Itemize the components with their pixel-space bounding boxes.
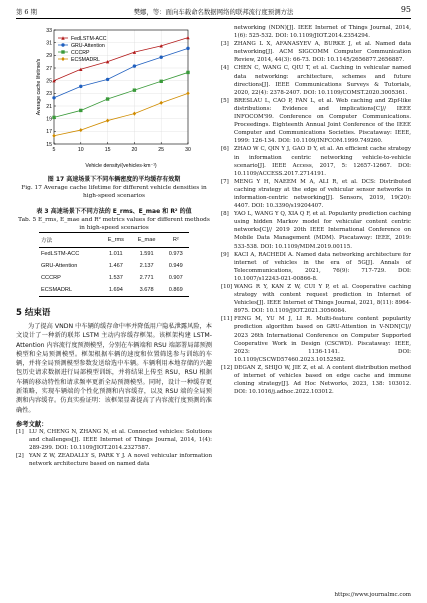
reference-text: networking (NDN)[J]. IEEE Internet of Things Journal, 2014, 1(6): 525-532. DOI: 10.1109/JIOT.2014.2354294. — [234, 25, 411, 40]
references-title: 参考文献： — [16, 420, 48, 428]
data-point — [186, 47, 189, 50]
data-point — [186, 71, 189, 74]
reference-item — [16, 452, 212, 468]
data-point — [186, 91, 189, 95]
data-point — [79, 128, 82, 132]
data-point — [106, 118, 109, 122]
reference-item — [221, 24, 411, 40]
data-point — [133, 64, 136, 67]
conclusion-paragraph: 为了提高 VNDN 中车辆的缓存命中率并降低用户隐私泄露风险，本文设计了一种新的联邦 LSTM 主动内容缓存框架。该框架构建 LSTM-Attention 内容流行度预测模型，分别在车辆端和 RSU 端部署局部预测模型和全局预测模型。框架根据车辆的速度和位置筛选参与训练的车辆，并将全局预测模型参数发送给选中车辆。车辆利用本地存储的兴趣包历史请求数据进行局部模型训练，并将结果上传至 RSU，RSU 根据车辆的移动特性和请求频率更新全局预测模型。同时，设计一种缓存更新策略，实现车辆端的个性化预测和内容缓存，以及 RSU 端的全局预测和内容缓存。仿真实验证明：该框架显著提高了内容流行度预测的准确性。 — [16, 323, 212, 414]
y-tick-label: 25 — [46, 78, 52, 85]
reference-text: YAO L, WANG Y Q, XIA Q F, et al. Popularity prediction caching using hidden Markov model for vehicular content centric networks[C]// 2019 20th IEEE International Conference on Mobile Data Management (MDM). Piscataway: IEEE, 2019: 533-538. DOI: 10.1109/MDM.2019.00115. — [234, 211, 411, 250]
reference-text: LU N, CHENG N, ZHANG N, et al. Connected vehicles: Solutions and challenges[J]. IEEE Internet of Things Journal, 2014, 1(4): 289-299. DOI: 10.1109/JIOT.2014.2327587. — [29, 428, 212, 452]
table-cell: CCCRP — [41, 275, 61, 281]
reference-text: FENG M, YU M J, LI R. Multi-feature content popularity prediction algorithm based on GRU-Attention in V-NDN[C]// 2023 26th International Conference on Computer Supported Cooperative Work in Design (CSCWD). Piscataway: IEEE, 2023: 1136-1141. DOI: 10.1109/CSCWD57460.2023.10152582. — [234, 316, 411, 363]
table-cell: 0.869 — [163, 284, 189, 297]
table-row — [39, 260, 189, 272]
reference-item — [221, 40, 411, 64]
reference-item — [221, 364, 411, 396]
table-caption-en: Tab. 5 E_rms, E_mae and R² metrics values for different methods in high-speed scenarios — [18, 217, 210, 231]
reference-number: [1] — [16, 428, 24, 435]
legend-marker — [61, 43, 64, 46]
right-column — [221, 24, 411, 396]
reference-text: ZHAO W C, QIN Y J, GAO D Y, et al. An efficient cache strategy in information centric networking vehicle-to-vehicle scenario[J]. IEEE Access, 2017, 5: 12657-12667. DOI: 10.1109/ACCESS.2017.2714191. — [234, 146, 411, 177]
reference-number: [4] — [221, 65, 229, 72]
data-point — [160, 101, 163, 105]
y-axis-label: Average cache lifetime/s — [36, 58, 42, 116]
table-cell: 2.771 — [139, 275, 154, 281]
reference-number: [2] — [16, 453, 24, 460]
y-tick-label: 27 — [46, 65, 52, 72]
x-tick-label: 10 — [77, 147, 84, 153]
y-tick-label: 33 — [46, 27, 52, 34]
reference-text: KACI A, RACHEDI A. Named data networking architecture for internet of vehicles in the era of 5G[J]. Annals of Telecommunications, 2021, 76(9): 717-729. DOI: 10.1007/s12243-021-00866-8. — [234, 251, 411, 282]
x-tick-label: 15 — [104, 147, 111, 153]
reference-item — [221, 283, 411, 315]
y-tick-label: 21 — [46, 103, 52, 110]
reference-number — [221, 24, 234, 40]
running-header — [16, 6, 411, 18]
data-point — [106, 97, 109, 100]
reference-number: [12] — [221, 364, 233, 371]
reference-text: CHEN C, WANG C, QIU T, et al. Caching in vehicular named data networking: architecture, schemes and future directions[J]. IEEE Communications Surveys & Tutorials, 2020, 22(4): 2378-2407. DOI: 10.1109/COMST.2020.3005361. — [234, 65, 411, 96]
reference-item — [221, 210, 411, 250]
table-cell: 1.537 — [108, 275, 123, 281]
reference-text: ZHANG L X, AFANASYEV A, BURKE J, et al. Named data networking[J]. ACM SIGCOMM Computer Communication Review, 2014, 44(3): 66-73. DOI: 10.1145/2656877.2656887. — [234, 41, 411, 64]
table-cell: 3.678 — [131, 284, 163, 297]
y-tick-label: 19 — [46, 116, 52, 123]
reference-item — [221, 178, 411, 210]
data-point — [160, 80, 163, 83]
issue-label: 第 6 期 — [16, 8, 37, 16]
data-point — [52, 134, 55, 138]
reference-number: [10] — [221, 284, 233, 290]
table-cell: FedLSTM-ACC — [41, 251, 80, 257]
reference-item — [221, 251, 411, 283]
left-column — [16, 24, 212, 468]
table-row — [39, 272, 189, 284]
data-point — [160, 56, 163, 59]
reference-number: [6] — [221, 146, 229, 153]
y-tick-label: 15 — [46, 141, 52, 148]
legend-label: FedLSTM-ACC — [71, 35, 107, 42]
table-header-cell: 方法 — [39, 233, 101, 248]
table-header-cell: R² — [163, 233, 189, 248]
reference-number: [5] — [221, 97, 229, 104]
running-title: 樊娜，等：面向车载命名数据网络的联邦流行度预测方法 — [133, 8, 294, 16]
table-cell: 1.694 — [101, 284, 131, 297]
reference-text: MENG Y H, NAEEM M A, ALI R, et al. DCS: Distributed caching strategy at the edge of vehicular sensor networks in information-centric networking[J]. Sensors, 2019, 19(20): 4407. DOI: 10.3390/s19204407. — [234, 178, 411, 210]
chart-legend — [58, 36, 107, 63]
table-cell: 1.011 — [109, 251, 123, 257]
table-header-cell: E_mae — [131, 233, 163, 248]
table-caption-zh: 表 3 高速场景下不同方法的 E_rms、E_mae 和 R² 的值 — [36, 208, 192, 215]
table-cell: 0.949 — [168, 263, 183, 269]
references-list-right — [221, 24, 411, 396]
legend-label: CCCRP — [71, 49, 90, 56]
series-line — [54, 93, 188, 135]
results-table — [39, 232, 189, 297]
y-tick-label: 23 — [46, 91, 52, 98]
reference-text: DEGAN Z, SHIJO W, JIE Z, et al. A content distribution method of internet of vehicles based on edge cache and immune cloning strategy[J]. Ad Hoc Networks, 2023, 138: 103012. DOI: 10.1016/j.adhoc.2022.103012. — [234, 364, 411, 396]
reference-item — [221, 64, 411, 96]
table-cell: 0.973 — [168, 251, 183, 257]
x-tick-label: 25 — [158, 147, 165, 153]
line-chart — [16, 24, 212, 176]
data-point — [52, 116, 55, 119]
reference-text: YAN Z W, ZEADALLY S, PARK Y J. A novel vehicular information network architecture based on named data — [29, 453, 212, 468]
table-cell: GRU-Attention — [41, 263, 78, 269]
table-cell: 1.591 — [139, 251, 154, 257]
table-cell: 2.137 — [139, 263, 154, 269]
x-tick-label: 30 — [185, 147, 191, 153]
legend-label: GRU-Attention — [71, 42, 105, 49]
reference-item — [221, 97, 411, 146]
axis-ticks — [46, 28, 191, 153]
y-tick-label: 31 — [46, 40, 52, 47]
header-rule — [16, 18, 411, 19]
legend-marker — [61, 50, 64, 53]
data-point — [79, 109, 82, 112]
x-tick-label: 20 — [131, 147, 138, 153]
data-point — [133, 112, 136, 116]
table-cell: 0.907 — [168, 275, 183, 281]
reference-number: [8] — [221, 211, 229, 218]
section-title: 5 结束语 — [16, 308, 51, 318]
reference-text: WANG R Y, KAN Z W, CUI Y P, et al. Cooperative caching strategy with content request prediction in Internet of Vehicles[J]. IEEE Internet of Things Journal, 2021, 8(11): 8964-8975. DOI: 10.1109/JIOT.2021.3056084. — [234, 284, 411, 315]
legend-marker — [61, 57, 64, 61]
journal-url: https://www.journalmc.com — [334, 592, 411, 598]
table-row — [39, 284, 189, 297]
reference-number: [9] — [221, 251, 229, 258]
reference-number: [7] — [221, 178, 229, 185]
table-header-cell: E_rms — [101, 233, 131, 248]
reference-item — [221, 315, 411, 364]
reference-text: BRESLAU L, CAO P, FAN L, et al. Web caching and Zipf-like distributions: Evidence and implications[C]// IEEE INFOCOM'99. Conference on Computer Communications. Proceedings. Eighteenth Annual Joint Conference of the IEEE Computer and Communications Societies. Piscataway: IEEE, 1999: 126-134. DOI: 10.1109/INFCOM.1999.749260. — [234, 97, 411, 145]
page-number: 95 — [400, 5, 411, 14]
series-ecsmadrl — [52, 91, 189, 138]
data-point — [133, 88, 136, 91]
figure-17 — [16, 24, 212, 176]
table-cell: ECSMADRL — [39, 284, 101, 297]
references-list-left — [16, 428, 212, 468]
table-row — [39, 248, 189, 261]
table-header-row — [39, 233, 189, 248]
reference-number: [11] — [221, 316, 233, 323]
table-body — [39, 248, 189, 297]
figure-caption-zh: 图 17 高速场景下不同车辆密度的平均缓存有效期 — [47, 176, 181, 183]
reference-item — [221, 145, 411, 177]
figure-caption-en: Fig. 17 Average cache lifetime for different vehicle densities in high-speed scenarios — [21, 185, 207, 199]
reference-item — [16, 428, 212, 452]
legend-label: ECSMADRL — [71, 56, 100, 63]
y-tick-label: 17 — [46, 129, 52, 136]
x-axis-label: Vehicle density/(vehicles·km⁻¹) — [85, 163, 157, 169]
series-line — [54, 72, 188, 117]
reference-number: [3] — [221, 41, 229, 48]
series-cccrp — [52, 71, 189, 119]
table-cell: 1.467 — [108, 263, 123, 269]
data-point — [106, 78, 109, 81]
x-tick-label: 5 — [52, 147, 56, 153]
y-tick-label: 29 — [46, 53, 52, 60]
data-point — [52, 96, 55, 99]
data-point — [79, 85, 82, 88]
